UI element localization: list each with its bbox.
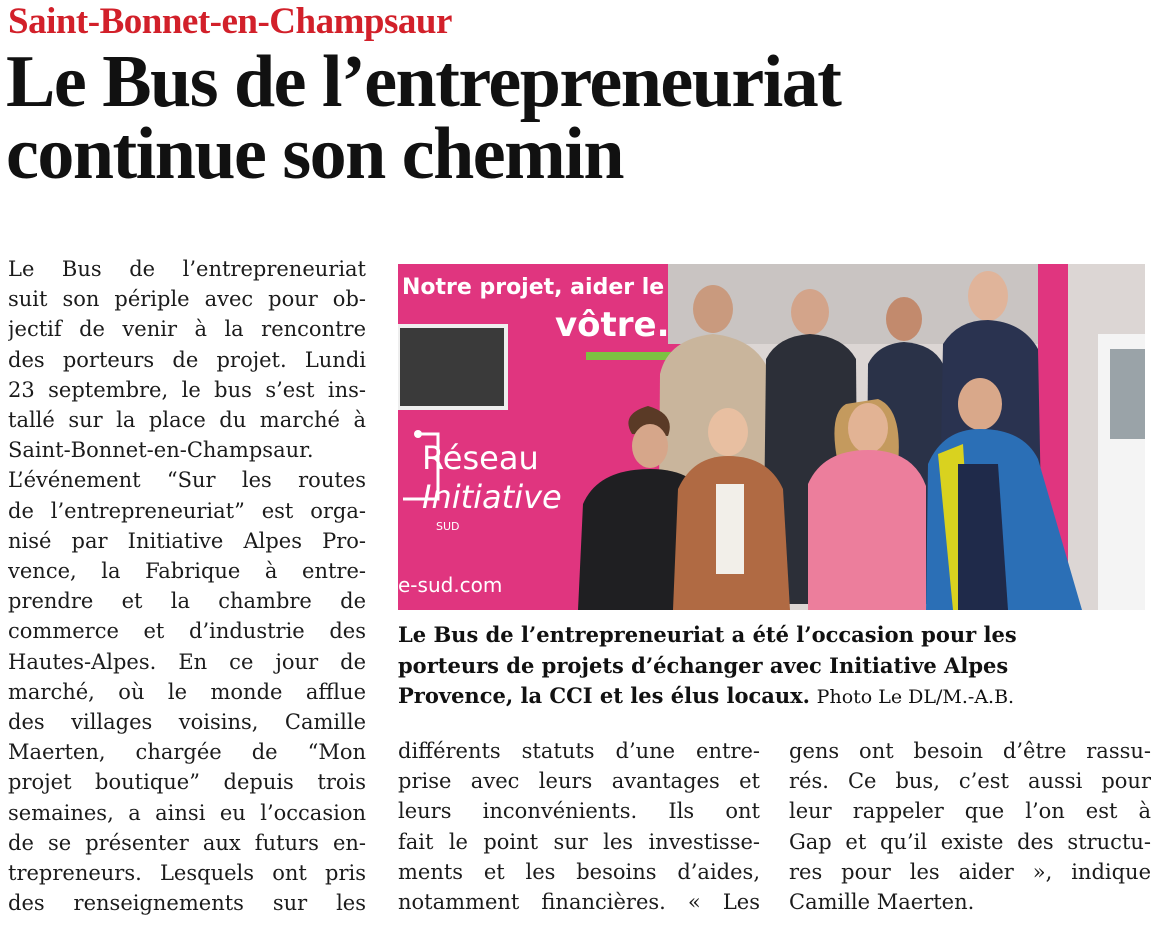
brand-name-2: Initiative xyxy=(422,478,562,516)
photo-credit: Photo Le DL/M.-A.B. xyxy=(816,686,1015,708)
text-line: de se présenter aux futurs en- xyxy=(8,830,366,855)
text-line: différents statuts d’une entre- xyxy=(398,739,760,763)
bus-url: e-sud.com xyxy=(398,573,503,597)
text-line: semaines, a ainsi eu l’occasion xyxy=(8,800,366,825)
text-line: Saint-Bonnet-en-Champsaur. xyxy=(8,438,314,463)
brand-region: SUD xyxy=(436,520,460,533)
text-line: des villages voisins, Camille xyxy=(8,710,366,735)
bus-slogan: Notre projet, aider le xyxy=(402,275,665,300)
section-kicker: Saint-Bonnet-en-Champsaur xyxy=(8,1,452,42)
text-line: ments et les besoins d’aides, xyxy=(398,859,760,884)
text-line: rés. Ce bus, c’est aussi pour xyxy=(789,769,1151,794)
article-column-2 xyxy=(398,736,760,917)
green-accent xyxy=(586,352,674,360)
text-line: commerce et d’industrie des xyxy=(8,619,366,644)
text-line: prendre et la chambre de xyxy=(8,589,366,614)
article-column-1 xyxy=(8,254,366,918)
text-line: tallé sur la place du marché à xyxy=(8,408,366,433)
text-line: 23 septembre, le bus s’est ins- xyxy=(8,377,366,402)
headline-line: continue son chemin xyxy=(6,113,624,195)
text-line: des renseignements sur les xyxy=(8,891,366,916)
caption-line: Provence, la CCI et les élus locaux. xyxy=(398,683,810,708)
text-line: de l’entrepreneuriat” est orga- xyxy=(8,498,366,523)
bus-window xyxy=(398,326,506,408)
article-column-3 xyxy=(789,736,1151,917)
text-line: Gap et qu’il existe des structu- xyxy=(789,829,1151,854)
text-line: notamment financières. « Les xyxy=(398,890,760,915)
text-line: L’événement “Sur les routes xyxy=(8,468,366,493)
headline-line: Le Bus de l’entrepreneuriat xyxy=(6,41,841,123)
article-photo xyxy=(398,264,1145,610)
text-line: des porteurs de projet. Lundi xyxy=(8,347,366,372)
text-line: Le Bus de l’entrepreneuriat xyxy=(8,257,366,281)
text-line: projet boutique” depuis trois xyxy=(8,770,366,795)
text-line: prise avec leurs avantages et xyxy=(398,769,760,794)
text-line: Camille Maerten. xyxy=(789,890,975,915)
text-line: trepreneurs. Lesquels ont pris xyxy=(8,861,366,886)
text-line: leurs inconvénients. Ils ont xyxy=(398,799,760,824)
text-line: leur rappeler que l’on est à xyxy=(789,799,1151,824)
text-line: marché, où le monde afflue xyxy=(8,679,366,704)
text-line: jectif de venir à la rencontre xyxy=(8,317,366,342)
text-line: res pour les aider », indique xyxy=(789,859,1151,884)
bus-slogan-2: vôtre. xyxy=(555,305,670,345)
photo-caption xyxy=(398,620,1148,713)
text-line: vence, la Fabrique à entre- xyxy=(8,559,366,584)
text-line: nisé par Initiative Alpes Pro- xyxy=(8,528,366,553)
text-line: gens ont besoin d’être rassu- xyxy=(789,739,1151,763)
text-line: Hautes-Alpes. En ce jour de xyxy=(8,649,366,674)
text-line: fait le point sur les investisse- xyxy=(398,829,760,854)
photo-illustration xyxy=(398,264,1145,610)
caption-line: Le Bus de l’entrepreneuriat a été l’occasion pour les xyxy=(398,622,1017,647)
caption-line: porteurs de projets d’échanger avec Initiative Alpes xyxy=(398,652,1009,678)
text-line: Maerten, chargée de “Mon xyxy=(8,740,366,765)
text-line: suit son périple avec pour ob- xyxy=(8,287,366,312)
headline xyxy=(6,41,841,195)
brand-name: Réseau xyxy=(422,439,539,477)
